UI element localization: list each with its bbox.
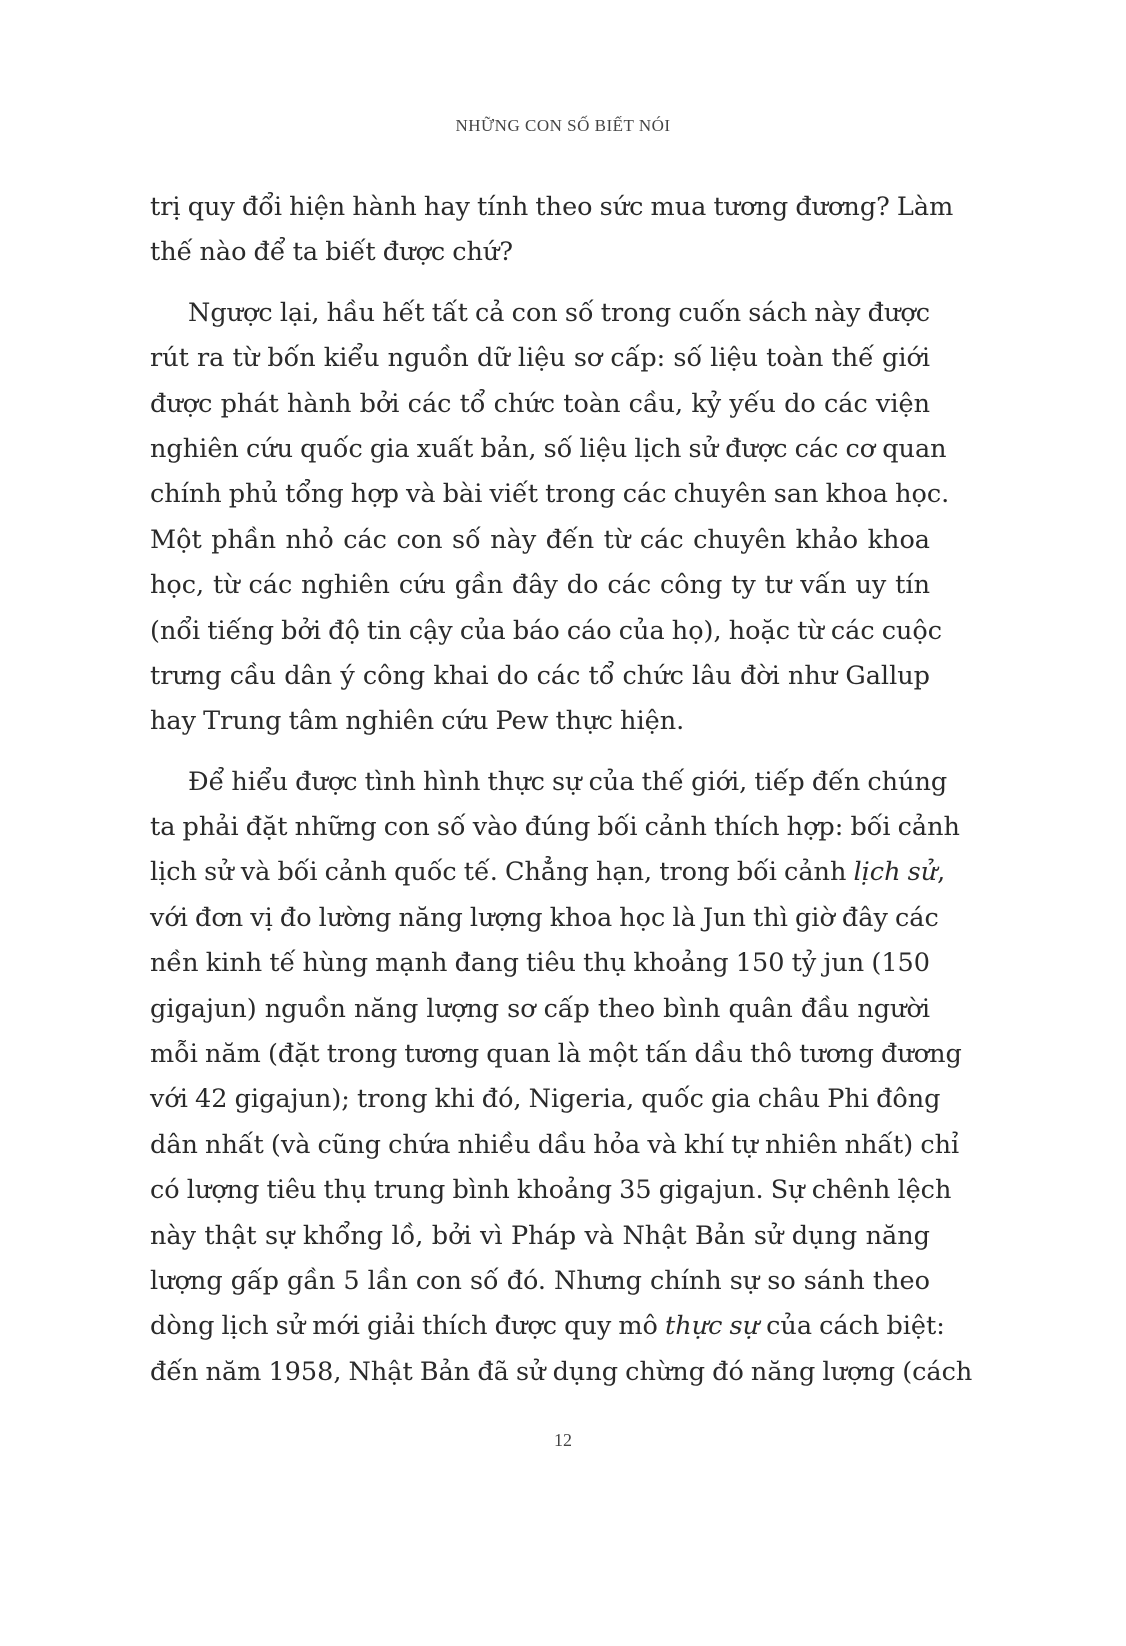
line-text: rút ra từ bốn kiểu nguồn dữ liệu sơ cấp: số liệu toàn thế giới bbox=[150, 343, 930, 374]
text-line bbox=[150, 1032, 962, 1077]
paragraph bbox=[150, 291, 950, 745]
line-text: trị quy đổi hiện hành hay tính theo sức mua tương đương? Làm bbox=[150, 192, 954, 222]
page-number: 12 bbox=[554, 1430, 572, 1450]
line-text: đến năm 1958, Nhật Bản đã sử dụng chừng đó năng lượng (cách bbox=[150, 1356, 973, 1387]
line-text: dòng lịch sử mới giải thích được quy mô bbox=[150, 1311, 666, 1342]
line-text: với 42 gigajun); trong khi đó, Nigeria, quốc gia châu Phi đông bbox=[150, 1084, 941, 1115]
italic-text: lịch sử bbox=[853, 857, 938, 888]
text-line bbox=[150, 1077, 941, 1122]
text-line bbox=[150, 699, 930, 744]
line-text: này thật sự khổng lồ, bởi vì Pháp và Nhật Bản sử dụng năng bbox=[150, 1220, 930, 1251]
line-text: ta phải đặt những con số vào đúng bối cảnh thích hợp: bối cảnh bbox=[150, 812, 960, 843]
line-text: hay Trung tâm nghiên cứu Pew thực hiện. bbox=[150, 706, 685, 737]
text-line bbox=[150, 291, 930, 336]
text-line bbox=[150, 850, 946, 895]
line-text: mỗi năm (đặt trong tương quan là một tấn dầu thô tương đương bbox=[150, 1039, 962, 1070]
text-line bbox=[150, 760, 948, 805]
text-line bbox=[150, 1123, 960, 1168]
line-text: trưng cầu dân ý công khai do các tổ chức lâu đời như Gallup bbox=[150, 660, 930, 691]
line-text: lượng gấp gần 5 lần con số đó. Nhưng chính sự so sánh theo bbox=[150, 1265, 930, 1296]
body-text bbox=[150, 185, 973, 1410]
text-line bbox=[150, 609, 943, 654]
line-text: nghiên cứu quốc gia xuất bản, số liệu lịch sử được các cơ quan bbox=[150, 433, 947, 464]
text-line bbox=[150, 941, 930, 986]
text-line bbox=[150, 382, 930, 427]
text-line bbox=[150, 1304, 945, 1349]
italic-text: thực sự bbox=[665, 1311, 760, 1342]
text-line bbox=[150, 185, 954, 230]
text-line bbox=[150, 518, 930, 563]
line-text: Một phần nhỏ các con số này đến từ các chuyên khảo khoa bbox=[150, 524, 930, 555]
text-line bbox=[150, 230, 930, 275]
text-line bbox=[150, 336, 930, 381]
line-text: nền kinh tế hùng mạnh đang tiêu thụ khoảng 150 tỷ jun (150 bbox=[150, 948, 930, 979]
line-text: có lượng tiêu thụ trung bình khoảng 35 gigajun. Sự chênh lệch bbox=[150, 1175, 952, 1206]
line-text: lịch sử và bối cảnh quốc tế. Chẳng hạn, trong bối cảnh bbox=[150, 857, 854, 888]
line-text: gigajun) nguồn năng lượng sơ cấp theo bình quân đầu người bbox=[150, 993, 930, 1024]
line-text: Ngược lại, hầu hết tất cả con số trong cuốn sách này được bbox=[188, 297, 930, 328]
line-text: được phát hành bởi các tổ chức toàn cầu, kỷ yếu do các viện bbox=[150, 388, 930, 419]
line-text-tail: , bbox=[937, 857, 946, 888]
text-line bbox=[150, 654, 930, 699]
line-text: chính phủ tổng hợp và bài viết trong các chuyên san khoa học. bbox=[150, 479, 950, 510]
line-text-tail: của cách biệt: bbox=[759, 1311, 945, 1342]
text-line bbox=[150, 563, 930, 608]
text-line bbox=[150, 472, 950, 517]
text-line bbox=[150, 1259, 930, 1304]
line-text: dân nhất (và cũng chứa nhiều dầu hỏa và khí tự nhiên nhất) chỉ bbox=[150, 1129, 960, 1160]
line-text: với đơn vị đo lường năng lượng khoa học là Jun thì giờ đây các bbox=[150, 902, 939, 933]
line-text: Để hiểu được tình hình thực sự của thế giới, tiếp đến chúng bbox=[188, 766, 948, 797]
text-line bbox=[150, 1168, 952, 1213]
text-line bbox=[150, 1350, 973, 1395]
paragraph bbox=[150, 760, 973, 1395]
running-header: NHỮNG CON SỐ BIẾT NÓI bbox=[455, 116, 671, 135]
line-text: (nổi tiếng bởi độ tin cậy của báo cáo của họ), hoặc từ các cuộc bbox=[150, 615, 943, 646]
text-line bbox=[150, 896, 939, 941]
line-text: thế nào để ta biết được chứ? bbox=[150, 237, 514, 268]
text-line bbox=[150, 1214, 930, 1259]
text-line bbox=[150, 427, 947, 472]
text-line bbox=[150, 987, 930, 1032]
line-text: học, từ các nghiên cứu gần đây do các công ty tư vấn uy tín bbox=[150, 570, 930, 601]
paragraph bbox=[150, 185, 954, 276]
text-line bbox=[150, 805, 960, 850]
